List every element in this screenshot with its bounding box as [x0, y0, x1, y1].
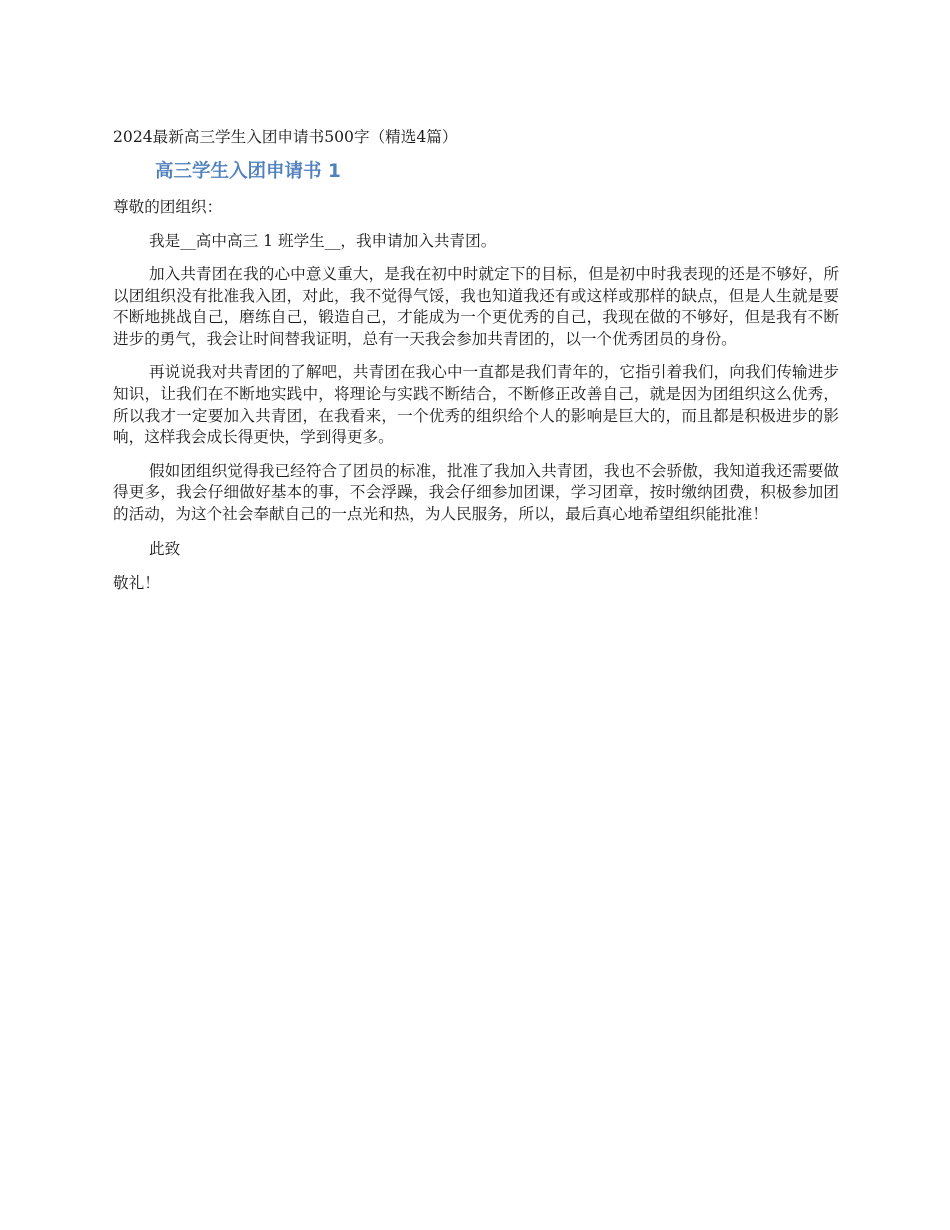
paragraph-intro: 我是__高中高三 1 班学生__，我申请加入共青团。 — [149, 232, 497, 250]
closing-regards: 敬礼！ — [113, 573, 160, 592]
document-title: 2024最新高三学生入团申请书500字（精选4篇） — [113, 128, 458, 146]
section-heading: 高三学生入团申请书 1 — [155, 161, 341, 182]
closing-line: 此致 — [149, 539, 181, 558]
salutation: 尊敬的团组织： — [113, 198, 223, 216]
document-body — [113, 126, 839, 606]
paragraph: 假如团组织觉得我已经符合了团员的标准，批准了我加入共青团，我也不会骄傲，我知道我还需要做得更多，我会仔细做好基本的事，不会浮躁，我会仔细参加团课，学习团章，按时缴纳团费，积极参加团的活动，为这个社会奉献自己的一点光和热，为人民服务，所以，最后真心地希望组织能批准！ — [113, 461, 839, 523]
paragraph: 再说说我对共青团的了解吧，共青团在我心中一直都是我们青年的，它指引着我们，向我们传输进步知识，让我们在不断地实践中，将理论与实践不断结合，不断修正改善自己，就是因为团组织这么优秀，所以我才一定要加入共青团，在我看来，一个优秀的组织给个人的影响是巨大的，而且都是积极进步的影响，这样我会成长得更快，学到得更多。 — [113, 363, 839, 447]
paragraph: 加入共青团在我的心中意义重大，是我在初中时就定下的目标，但是初中时我表现的还是不够好，所以团组织没有批准我入团，对此，我不觉得气馁，我也知道我还有或这样或那样的缺点，但是人生就是要不断地挑战自己，磨练自己，锻造自己，才能成为一个更优秀的自己，我现在做的不够好，但是我有不断进步的勇气，我会让时间替我证明，总有一天我会参加共青团的，以一个优秀团员的身份。 — [113, 265, 839, 348]
